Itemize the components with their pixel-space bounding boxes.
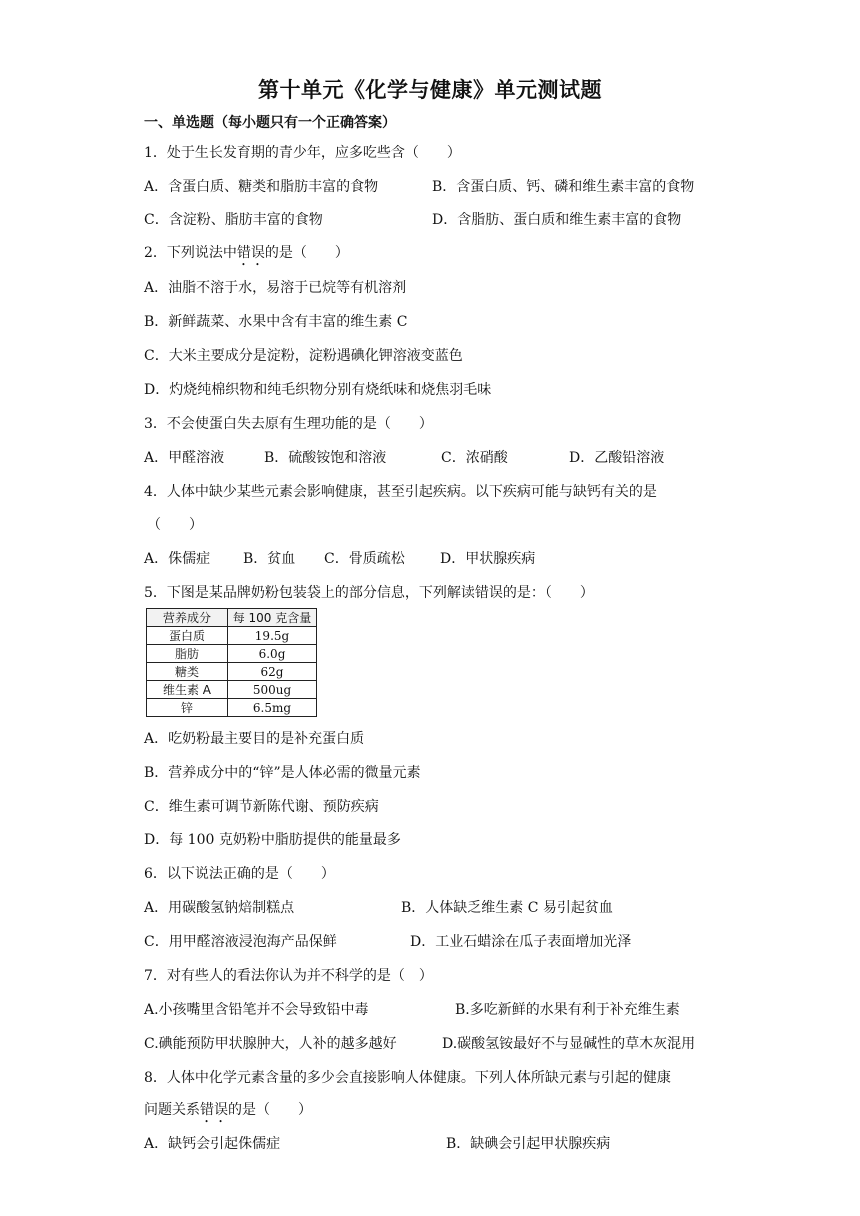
nutrient-amount: 19.5g	[228, 627, 317, 645]
question-5-option-a: A．吃奶粉最主要目的是补充蛋白质	[144, 731, 365, 747]
nutrient-name: 锌	[147, 699, 228, 717]
question-3-option-d: D．乙酸铅溶液	[569, 450, 665, 466]
question-8-emphasis: 错误	[200, 1102, 228, 1118]
question-2-option-b: B．新鲜蔬菜、水果中含有丰富的维生素 C	[144, 314, 408, 330]
nutrient-name: 糖类	[147, 663, 228, 681]
section-heading: 一、单选题（每小题只有一个正确答案）	[144, 115, 396, 131]
question-5-option-d: D．每 100 克奶粉中脂肪提供的能量最多	[144, 832, 401, 848]
question-2-option-d: D．灼烧纯棉织物和纯毛织物分别有烧纸味和烧焦羽毛味	[144, 382, 492, 398]
question-8-stem-continued	[144, 1099, 312, 1126]
question-4-option-b: B．贫血	[243, 551, 296, 567]
question-6-option-a: A．用碳酸氢钠焙制糕点	[144, 900, 295, 916]
question-1-option-c: C．含淀粉、脂肪丰富的食物	[144, 212, 323, 228]
question-8-option-b: B．缺碘会引起甲状腺疾病	[446, 1136, 611, 1152]
nutrient-name: 蛋白质	[147, 627, 228, 645]
question-4-stem-continued: （ ）	[147, 517, 203, 533]
question-7-option-c: C.碘能预防甲状腺肿大，人补的越多越好	[144, 1036, 397, 1052]
question-3-option-c: C．浓硝酸	[441, 450, 508, 466]
question-2-stem-prefix: 2．下列说法中	[144, 245, 237, 261]
question-2-stem	[144, 242, 349, 269]
table-row	[147, 663, 317, 681]
nutrient-amount: 500ug	[228, 681, 317, 699]
question-8-stem: 8．人体中化学元素含量的多少会直接影响人体健康。下列人体所缺元素与引起的健康	[144, 1070, 671, 1086]
question-1-option-a: A．含蛋白质、糖类和脂肪丰富的食物	[144, 179, 379, 195]
question-3-option-b: B．硫酸铵饱和溶液	[264, 450, 387, 466]
question-6-option-d: D．工业石蜡涂在瓜子表面增加光泽	[410, 934, 632, 950]
table-row	[147, 627, 317, 645]
question-2-option-c: C．大米主要成分是淀粉，淀粉遇碘化钾溶液变蓝色	[144, 348, 463, 364]
question-1-stem: 1．处于生长发育期的青少年，应多吃些含（ ）	[144, 145, 461, 161]
page-title: 第十单元《化学与健康》单元测试题	[258, 78, 602, 102]
nutrient-amount: 6.5mg	[228, 699, 317, 717]
question-8-stem-prefix: 问题关系	[144, 1102, 200, 1118]
question-6-option-c: C．用甲醛溶液浸泡海产品保鲜	[144, 934, 337, 950]
question-3-stem: 3．不会使蛋白失去原有生理功能的是（ ）	[144, 416, 433, 432]
question-3-option-a: A．甲醛溶液	[144, 450, 225, 466]
table-row	[147, 699, 317, 717]
table-row	[147, 645, 317, 663]
question-6-stem: 6．以下说法正确的是（ ）	[144, 866, 335, 882]
table-row	[147, 681, 317, 699]
question-2-emphasis: 错误	[236, 245, 265, 261]
question-4-stem: 4．人体中缺少某些元素会影响健康，甚至引起疾病。以下疾病可能与缺钙有关的是	[144, 484, 657, 500]
question-2-option-a: A．油脂不溶于水，易溶于已烷等有机溶剂	[144, 280, 407, 296]
nutrient-name: 脂肪	[147, 645, 228, 663]
nutrient-name: 维生素 A	[147, 681, 228, 699]
nutrient-amount: 62g	[228, 663, 317, 681]
question-1-option-d: D．含脂肪、蛋白质和维生素丰富的食物	[432, 212, 682, 228]
question-7-option-a: A.小孩嘴里含铅笔并不会导致铅中毒	[144, 1002, 369, 1018]
question-7-stem: 7．对有些人的看法你认为并不科学的是（ ）	[144, 968, 433, 984]
nutrition-table-header	[147, 609, 317, 627]
nutrition-header-amount: 每 100 克含量	[228, 609, 317, 627]
question-2-stem-suffix: 的是（ ）	[264, 245, 349, 261]
question-4-option-d: D．甲状腺疾病	[440, 551, 536, 567]
question-6-option-b: B．人体缺乏维生素 C 易引起贫血	[401, 900, 613, 916]
question-7-option-d: D.碳酸氢铵最好不与显碱性的草木灰混用	[442, 1036, 696, 1052]
nutrition-header-nutrient: 营养成分	[147, 609, 228, 627]
question-5-stem: 5．下图是某品牌奶粉包装袋上的部分信息，下列解读错误的是：（ ）	[144, 585, 594, 601]
question-1-option-b: B．含蛋白质、钙、磷和维生素丰富的食物	[432, 179, 695, 195]
question-5-option-b: B．营养成分中的“锌”是人体必需的微量元素	[144, 765, 421, 781]
question-4-option-a: A．侏儒症	[144, 551, 211, 567]
question-4-option-c: C．骨质疏松	[324, 551, 405, 567]
nutrient-amount: 6.0g	[228, 645, 317, 663]
question-8-option-a: A．缺钙会引起侏儒症	[144, 1136, 281, 1152]
question-8-stem-suffix: 的是（ ）	[228, 1102, 312, 1118]
nutrition-table	[146, 608, 317, 717]
question-5-option-c: C．维生素可调节新陈代谢、预防疾病	[144, 799, 379, 815]
question-7-option-b: B.多吃新鲜的水果有利于补充维生素	[455, 1002, 680, 1018]
